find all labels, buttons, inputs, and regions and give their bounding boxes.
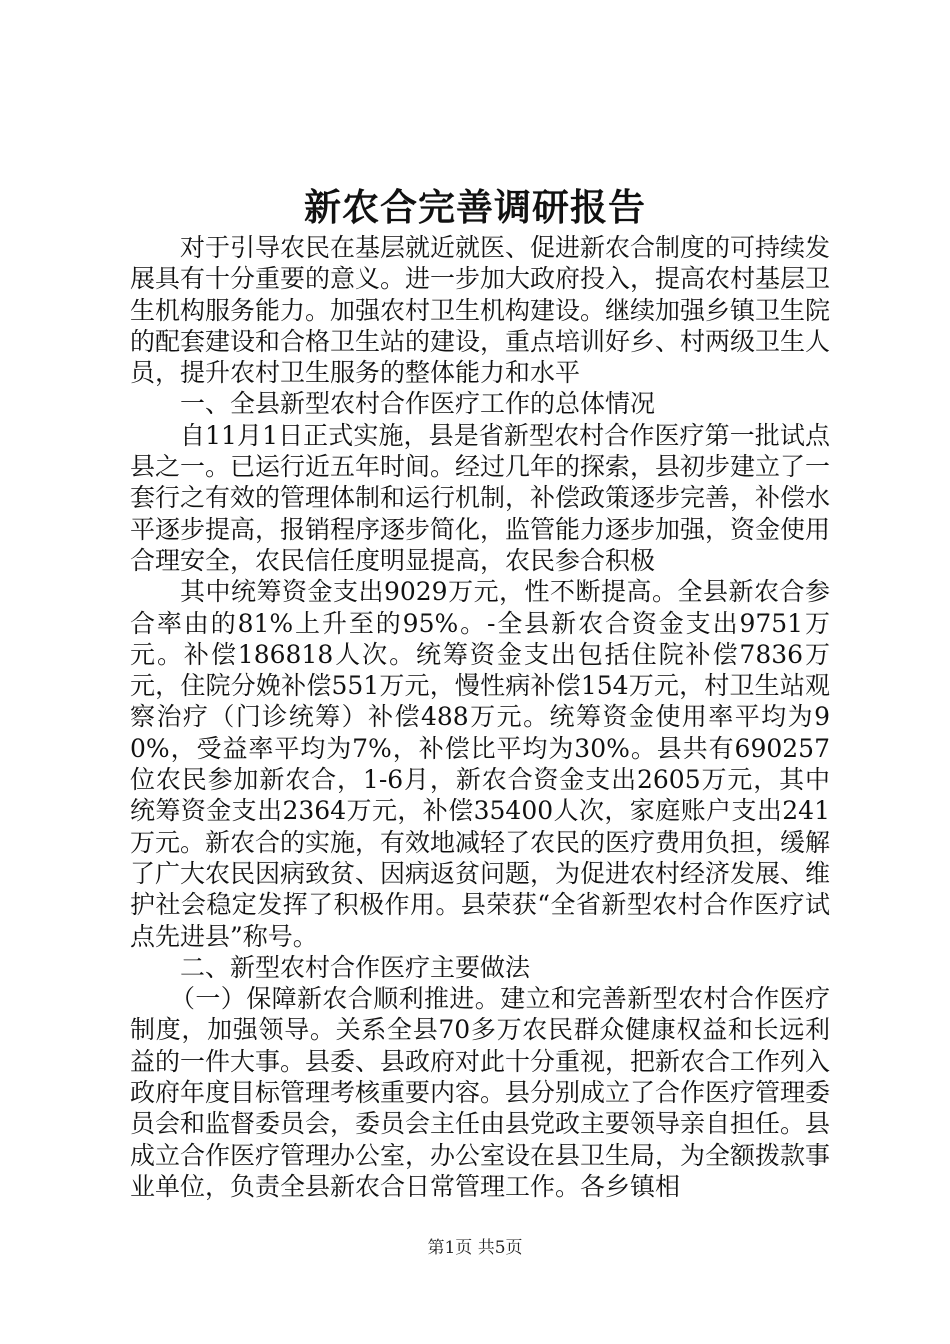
document-body — [130, 232, 830, 1202]
paragraph-intro: 对于引导农民在基层就近就医、促进新农合制度的可持续发展具有十分重要的意义。进一步加大政府投入，提高农村基层卫生机构服务能力。加强农村卫生机构建设。继续加强乡镇卫生院的配套建设和合格卫生站的建设，重点培训好乡、村两级卫生人员，提升农村卫生服务的整体能力和水平 — [130, 233, 831, 388]
page-footer: 第1页 共5页 — [427, 1238, 523, 1258]
paragraph-statistics: 其中统筹资金支出9029万元，性不断提高。全县新农合参合率由的81%上升至的95%。-全县新农合资金支出9751万元。补偿186818人次。统筹资金支出包括住院补偿7836万元，住院分娩补偿551万元，慢性病补偿154万元，村卫生站观察治疗（门诊统筹）补偿488万元。统筹资金使用率平均为90%，受益率平均为7%，补偿比平均为30%。县共有690257位农民参加新农合，1-6月，新农合资金支出2605万元，其中统筹资金支出2364万元，补偿35400人次，家庭账户支出241万元。新农合的实施，有效地减轻了农民的医疗费用负担，缓解了广大农民因病致贫、因病返贫问题，为促进农村经济发展、维护社会稳定发挥了积极作用。县荣获“全省新型农村合作医疗试点先进县”称号。 — [130, 577, 831, 951]
paragraph-overview: 自11月1日正式实施，县是省新型农村合作医疗第一批试点县之一。已运行近五年时间。经过几年的探索，县初步建立了一套行之有效的管理体制和运行机制，补偿政策逐步完善，补偿水平逐步提高，报销程序逐步简化，监管能力逐步加强，资金使用合理安全，农民信任度明显提高，农民参合积极 — [130, 420, 831, 575]
document-title: 新农合完善调研报告 — [304, 185, 646, 229]
paragraph-measures: （一）保障新农合顺利推进。建立和完善新型农村合作医疗制度，加强领导。关系全县70多万农民群众健康权益和长远利益的一件大事。县委、县政府对此十分重视，把新农合工作列入政府年度目标管理考核重要内容。县分别成立了合作医疗管理委员会和监督委员会，委员会主任由县党政主要领导亲自担任。县成立合作医疗管理办公室，办公室设在县卫生局，为全额拨款事业单位，负责全县新农合日常管理工作。各乡镇相 — [130, 984, 831, 1201]
section-heading-2: 二、新型农村合作医疗主要做法 — [180, 952, 531, 982]
section-heading-1: 一、全县新型农村合作医疗工作的总体情况 — [180, 389, 656, 419]
